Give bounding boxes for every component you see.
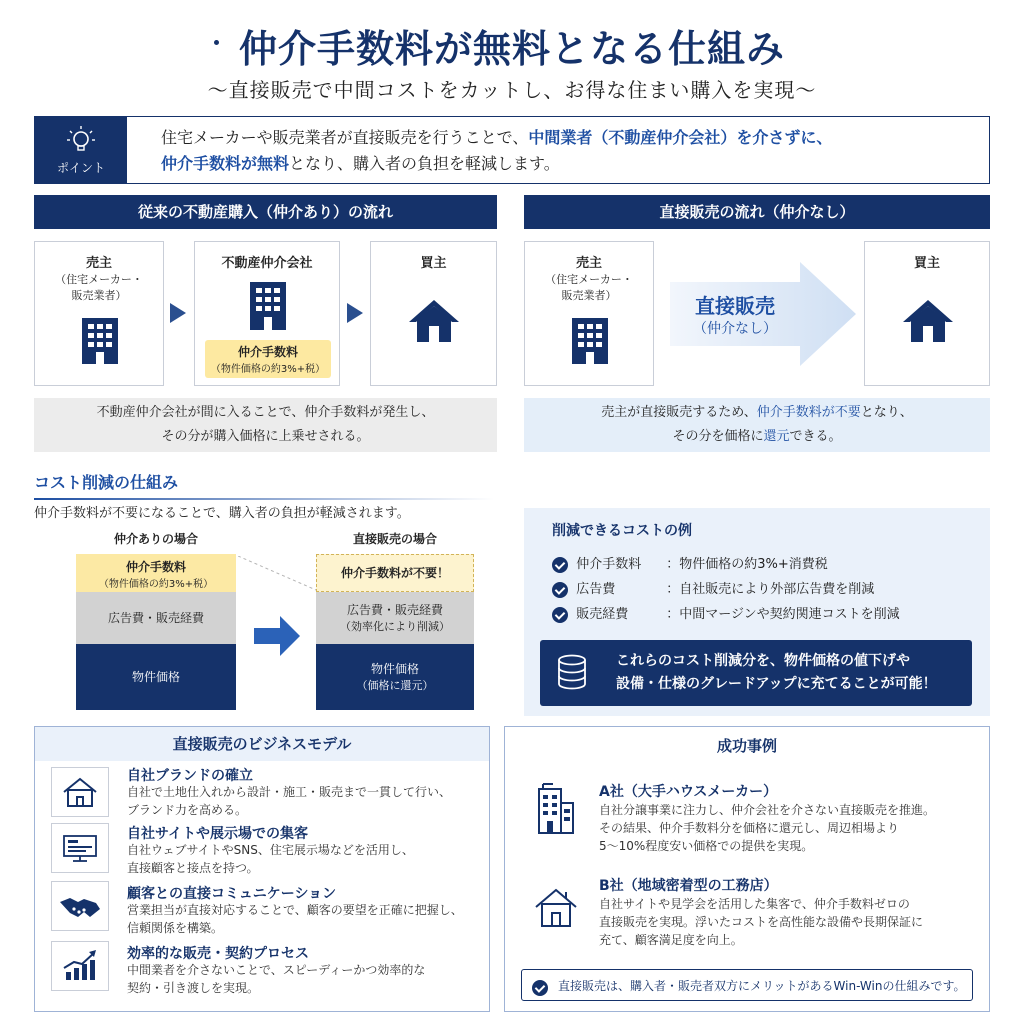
examples-banner-text [616, 650, 937, 696]
page-title: 仲介手数料が無料となる仕組み [238, 27, 785, 71]
case-a-desc [599, 801, 935, 855]
business-item-desc [127, 841, 414, 877]
banner-line1: これらのコスト削減分を、物件価格の値下げや [616, 653, 910, 669]
case-b-desc-line: 充て、顧客満足度を向上。 [599, 933, 743, 947]
page-subtitle: 〜直接販売で中間コストをカットし、お得な住まい購入を実現〜 [207, 78, 817, 102]
banner-line2: 設備・仕様のグレードアップに充てることが可能！ [616, 676, 937, 692]
stack-right-ad [316, 592, 474, 644]
stack-right-ad-sub: （効率化により削減） [340, 620, 450, 633]
fee-sub: （物件価格の約3%+税） [210, 364, 326, 375]
stack-right-price-label: 物件価格 [370, 662, 419, 676]
point-box [34, 116, 990, 184]
business-item-desc [127, 901, 463, 937]
coin-stack-icon [556, 654, 588, 692]
business-item-title: 自社サイトや展示場での集客 [127, 826, 309, 842]
stack-left-ad: 広告費・販売経費 [76, 592, 236, 644]
agent-title: 不動産仲介会社 [221, 256, 313, 271]
example-item-detail: ：中間マージンや契約関連コストを削減 [666, 607, 900, 622]
check-icon [552, 582, 568, 598]
monitor-icon [52, 824, 108, 872]
direct-sale-sub: （仲介なし） [693, 321, 777, 337]
direct-sale-label: 直接販売 [695, 294, 775, 318]
point-text [161, 125, 981, 177]
examples-list [552, 552, 972, 627]
example-item [552, 577, 972, 602]
handshake-icon [52, 882, 108, 930]
direct-buyer-card [864, 241, 990, 386]
business-item-desc [127, 783, 451, 819]
case-b-title: B社（地域密着型の工務店） [599, 878, 778, 894]
example-item [552, 552, 972, 577]
business-item-title: 顧客との直接コミュニケーション [127, 886, 337, 902]
business-item-title: 自社ブランドの確立 [127, 768, 253, 784]
seller-sub1: （住宅メーカー・ [55, 273, 143, 286]
house-outline-icon [533, 887, 579, 929]
success-heading: 成功事例 [716, 737, 777, 755]
traditional-flow-heading: 従来の不動産購入（仲介あり）の流れ [34, 195, 497, 229]
business-item-icon-box [51, 823, 109, 873]
traditional-agent-card [194, 241, 340, 386]
business-model-panel [34, 726, 490, 1012]
seller-sub1: （住宅メーカー・ [545, 273, 633, 286]
lightbulb-icon [67, 125, 95, 155]
example-item-name: 仲介手数料 [576, 557, 642, 572]
business-item-title: 効率的な販売・契約プロセス [127, 946, 309, 962]
point-text-1a: 住宅メーカーや販売業者が直接販売を行うことで、 [161, 128, 529, 147]
examples-heading: 削減できるコストの例 [552, 523, 692, 539]
seller-sub2: 販売業者） [561, 289, 617, 302]
house-icon [52, 768, 108, 816]
example-item-name: 販売経費 [576, 607, 629, 622]
fee-tag [205, 340, 331, 378]
example-item-name: 広告費 [576, 582, 616, 597]
cost-desc: 仲介手数料が不要になることで、購入者の負担が軽減されます。 [34, 506, 410, 521]
stack-right-ad-label: 広告費・販売経費 [346, 603, 443, 617]
case-a-title: A社（大手ハウスメーカー） [599, 784, 778, 800]
building-icon [80, 318, 120, 366]
business-item-desc-line: 契約・引き渡しを実現。 [127, 981, 260, 995]
traditional-note [34, 398, 497, 452]
growth-chart-icon [52, 942, 108, 990]
business-item-icon-box [51, 767, 109, 817]
point-text-2b: となり、購入者の負担を軽減します。 [289, 154, 560, 173]
business-item-desc-line: ブランド力を高める。 [127, 803, 248, 817]
direct-seller-card [524, 241, 654, 386]
case-a-desc-line: 自社分譲事業に注力し、仲介会社を介さない直接販売を推進。 [599, 803, 936, 817]
stack-left-fee [76, 554, 236, 592]
stack-right-fee: 仲介手数料が不要！ [316, 554, 474, 592]
check-icon [552, 557, 568, 573]
case-a-desc-line: 5〜10%程度安い価格での提供を実現。 [599, 839, 814, 853]
traditional-note-line1: 不動産仲介会社が間に入ることで、仲介手数料が発生し、 [96, 405, 435, 420]
seller-title: 売主 [85, 256, 112, 271]
direct-note-2b: 還元 [763, 429, 790, 444]
house-icon [407, 298, 461, 344]
flow-arrow-icon [347, 303, 363, 323]
case-a-desc-line: その結果、仲介手数料分を価格に還元し、周辺相場より [599, 821, 900, 835]
check-icon [552, 607, 568, 623]
success-footer [521, 969, 973, 1001]
direct-note-1c: となり、 [860, 405, 913, 420]
business-item-icon-box [51, 941, 109, 991]
stack-right-price [316, 644, 474, 710]
office-building-icon [533, 781, 577, 835]
house-icon [901, 298, 955, 344]
seller-sub2: 販売業者） [71, 289, 127, 302]
business-item-desc-line: 自社ウェブサイトやSNS、住宅展示場などを活用し、 [127, 843, 414, 857]
business-item-desc-line: 自社で土地仕入れから設計・施工・販売まで一貫して行い、 [127, 785, 452, 799]
point-text-1b: 中間業者（不動産仲介会社）を介さずに、 [528, 128, 833, 147]
case-b-desc [599, 895, 923, 949]
point-badge [35, 117, 127, 183]
business-item-desc-line: 営業担当が直接対応することで、顧客の要望を正確に把握し、 [127, 903, 463, 917]
check-icon [532, 980, 548, 996]
direct-note-2c: できる。 [789, 429, 842, 444]
stack-connector-line [238, 556, 318, 596]
example-item-detail: ：自社販売により外部広告費を削減 [666, 582, 875, 597]
direct-flow-heading: 直接販売の流れ（仲介なし） [524, 195, 990, 229]
point-badge-label: ポイント [56, 161, 105, 175]
stack-left-fee-sub: （物件価格の約3%+税） [98, 579, 214, 590]
flow-arrow-icon [170, 303, 186, 323]
stack-left-price: 物件価格 [76, 644, 236, 710]
business-model-heading: 直接販売のビジネスモデル [35, 727, 489, 761]
examples-banner [540, 640, 972, 706]
buyer-title: 買主 [913, 256, 940, 271]
cost-examples-panel [524, 508, 990, 716]
business-item-desc-line: 中間業者を介さないことで、スピーディーかつ効率的な [127, 963, 426, 977]
stack-left-fee-label: 仲介手数料 [125, 560, 186, 574]
direct-note-1b: 仲介手数料が不要 [756, 405, 861, 420]
business-item-desc-line: 信頼関係を構築。 [127, 921, 224, 935]
example-item-detail: ：物件価格の約3%+消費税 [666, 557, 828, 572]
business-item-desc-line: 直接顧客と接点を持つ。 [127, 861, 259, 875]
building-icon [570, 318, 610, 366]
traditional-buyer-card [370, 241, 497, 386]
stack-left-label: 仲介ありの場合 [113, 532, 198, 546]
buyer-title: 買主 [420, 256, 447, 271]
point-text-2a: 仲介手数料が無料 [161, 154, 290, 173]
business-item-icon-box [51, 881, 109, 931]
stack-right-label: 直接販売の場合 [352, 532, 437, 546]
traditional-note-line2: その分が購入価格に上乗せされる。 [161, 429, 370, 444]
cost-heading-underline [34, 498, 494, 500]
direct-note-2a: その分を価格に [672, 429, 764, 444]
success-cases-panel [504, 726, 990, 1012]
direct-note [524, 398, 990, 452]
business-item-desc [127, 961, 425, 997]
direct-note-1a: 売主が直接販売するため、 [601, 405, 757, 420]
traditional-seller-card [34, 241, 164, 386]
example-item [552, 602, 972, 627]
success-footer-text: 直接販売は、購入者・販売者双方にメリットがあるWin-Winの仕組みです。 [558, 979, 966, 993]
fee-label: 仲介手数料 [237, 345, 298, 359]
stack-arrow-icon [254, 616, 300, 656]
seller-title: 売主 [575, 256, 602, 271]
case-b-desc-line: 自社サイトや見学会を活用した集客で、仲介手数料ゼロの [599, 897, 910, 911]
stack-right-price-sub: （価格に還元） [356, 679, 434, 692]
building-icon [248, 282, 288, 332]
cost-heading: コスト削減の仕組み [34, 473, 179, 492]
case-b-desc-line: 直接販売を実現。浮いたコストを高性能な設備や長期保証に [599, 915, 924, 929]
